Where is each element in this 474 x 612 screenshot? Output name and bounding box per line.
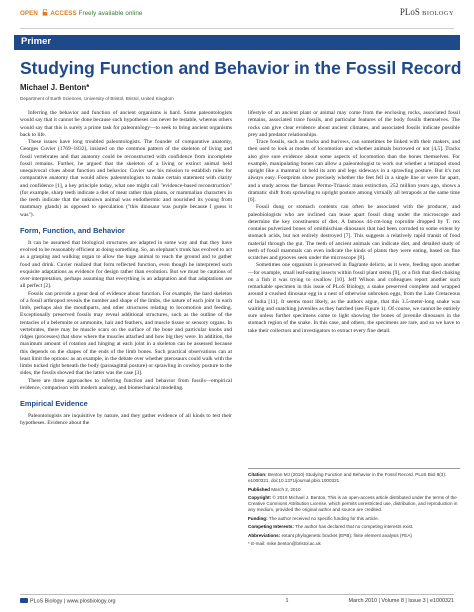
top-bar	[20, 8, 454, 22]
paragraph: Paleontologists are inquisitive by nature, and they gather evidence of all kinds to test their hypotheses. Evidence about the	[20, 413, 232, 427]
section-banner	[14, 35, 460, 50]
competing-interests-line	[248, 524, 460, 530]
citation-text[interactable]: Benton MJ (2010) Studying Function and Behavior in the Fossil Record. PLoS Biol 8(3): e1000321. doi:10.1371/journal.pbio.1000321	[248, 472, 447, 484]
copyright-label: Copyright:	[248, 495, 272, 501]
open-lock-icon	[42, 9, 48, 16]
freely-available-label: Freely available online	[78, 10, 143, 17]
footer-right	[286, 598, 455, 604]
article-title: Studying Function and Behavior in the Fossil Record	[20, 58, 462, 78]
funding-line	[248, 516, 460, 522]
funding-label: Funding:	[248, 515, 268, 521]
open-access-open: OPEN	[20, 10, 38, 17]
paragraph: It can be assumed that biological structures are adapted in some way and that they have evolved to be reasonably efficient at doing something. So, an elephant's trunk has evolved to act as a grasping and walking organ to allow the huge animal to reach the ground and to gather food and drink. Cuvier realized that form reflected function, even though he interpreted such exquisite adaptations as evidence for design rather than evolution. But we must be cautious of over-interpretation, perhaps assuming that everything is an adaptation and that adaptations are all perfect [2].	[20, 239, 232, 290]
section-heading-form-function: Form, Function, and Behavior	[20, 225, 125, 235]
published-date: March 2, 2010	[271, 486, 301, 492]
funding-text: The author received no specific funding for this article.	[268, 515, 379, 521]
page-footer	[20, 594, 454, 605]
competing-interests-text: The author has declared that no competing interests exist.	[295, 524, 414, 530]
header-divider	[20, 28, 454, 29]
citation-line	[248, 472, 460, 484]
paragraph: lifestyle of an ancient plant or animal may come from the enclosing rocks, associated fossil remains, associated trace fossils, and particular features of the body fossils themselves. The rocks can give clear evidence about ancient climates, and associated fossils indicate possible prey and predator relationships.	[248, 110, 460, 138]
paragraph: Fossils can provide a great deal of evidence about function. For example, the hard skeleton of a fossil arthropod reveals the number and shape of the limbs, the nature of each joint in each limb, perhaps also the mouthparts, and other structures relating to locomotion and feeding. Exceptionally preserved fossils may reveal additional structures, such as the outline of the tentacles of a belemnite or ammonite, hair and feathers, and muscle tissue or sensory organs. In vertebrates, there may be muscle scars on the surface of the bone and particular knobs and ridges (processes) that show where the muscles attached and how big they were. In addition, the maximum amount of rotation and hinging at each joint in a skeleton can be assessed because this depends on the shapes of the ends of the limb bones. Such practical observations can at least limit the options: as an example, in the debate over whether pterosaurs could walk with the limbs tucked right beneath the body (parasagittal posture) or sprawling in cowboy posture to the sides, the fossils showed that the latter was the case [3].	[20, 290, 232, 377]
section-label: Primer	[21, 36, 52, 47]
journal-logo[interactable]	[400, 7, 454, 17]
author-email[interactable]: * E-mail: mike.benton@bristol.ac.uk	[248, 541, 321, 547]
article-info-box	[248, 468, 460, 550]
abbreviations-text: extant phylogenetic bracket (EPB); finite element analysis (FEA)	[281, 532, 412, 538]
right-column	[248, 110, 460, 335]
abbreviations-line	[248, 533, 460, 539]
citation-label: Citation:	[248, 472, 267, 477]
paragraph: Sometimes one organism is preserved in flagrante delicto, as it were, feeding upon another—for example, small leaf-eating insects within fossil plant stems [9], or a fish that died choking on a fish it was trying to swallow [10]. Jeff Wilson and colleagues report another such remarkable specimen in this issue of PLoS Biology, a snake preserved complete and wrapped around a crushed dinosaur egg in a nest of otherwise unbroken eggs, from the Late Cretaceous of India [11]. It seems most likely, as the authors argue, that this 3.5-meter-long snake was waiting and snatching juveniles as they hatched (see Figure 1). Of course, we cannot be entirely sure unless further specimens come to light showing the bones of juvenile dinosaurs in the stomach region of the snake. In this case, and others, the specimens are rare, and so we have to take their collectors and investigators to extract every fine detail.	[248, 262, 460, 334]
footer-journal-url[interactable]: PLoS Biology | www.plosbiology.org	[30, 598, 116, 605]
competing-interests-label: Competing Interests:	[248, 524, 294, 530]
section-heading-empirical-evidence: Empirical Evidence	[20, 399, 88, 408]
plos-logo-icon	[20, 598, 28, 603]
author-affiliation: Department of Earth Sciences, University of Bristol, Bristol, United Kingdom	[20, 96, 174, 101]
email-line	[248, 541, 460, 547]
published-line	[248, 487, 460, 493]
footer-issue-info: March 2010 | Volume 8 | Issue 3 | e1000321	[348, 598, 454, 604]
journal-subname: BIOLOGY	[422, 10, 454, 17]
open-access-badge[interactable]	[20, 9, 142, 17]
open-access-access: ACCESS	[50, 10, 77, 17]
copyright-text: © 2010 Michael J. Benton. This is an open-access article distributed under the terms of the Creative Commons Attribution License, which permits unrestricted use, distribution, and reproduction in any medium, provided the original author and source are credited.	[248, 495, 458, 513]
journal-name: PLoS	[399, 7, 420, 17]
footer-left	[20, 598, 116, 605]
published-label: Published	[248, 486, 270, 492]
abbreviations-label: Abbreviations:	[248, 532, 281, 538]
copyright-line	[248, 495, 460, 513]
paragraph: There are three approaches to inferring function and behavior from fossils—empirical evidence, comparison with modern analogy, and biomechanical modeling.	[20, 377, 232, 391]
paragraph: Inferring the behavior and function of ancient organisms is hard. Some paleontologists would say that it cannot be done because such hypotheses can never be testable, whereas others would say that this is surely a prime task for paleontology—to seek to bring ancient organisms back to life.	[20, 110, 232, 138]
paragraph: These issues have long troubled paleontologists. The founder of comparative anatomy, Georges Cuvier (1769–1832), insisted on the common pattern of the skeleton of living and fossil vertebrates and that anatomy could be reconstructed with confidence from incomplete fossil remains. Further, he argued that the skeleton of a living or extinct animal held unequivocal clues about function and behavior. Cuvier saw his mission to establish rules for comparative anatomy that would allow paleontologists to make certain statement with clarity and confidence [1], a key principle today, what one might call "evidence-based reconstruction" (for example, sharp teeth indicate a diet of meat rather than plants, or mammalian characters in the teeth indicate that the unknown animal was endothermic and nourished its young from mammary glands) as opposed to speculation ("this dinosaur was purple because I guess it was").	[20, 139, 232, 218]
paragraph: Trace fossils, such as tracks and burrows, can sometimes be linked with their makers, and then used to look at modes of locomotion and whether animals burrowed or not [4,5]. Tracks also give sure evidence about some aspects of locomotion than the bones themselves. For example, manipulating bones can allow a paleontologist to work out whether a tetrapod stood upright like a mammal or held its arm and legs sideways in a sprawling posture. But it's not always easy. Footprints show precisely whether the feet fell in a single line or were far apart, and a study across the famous Permo-Triassic mass extinction, 252 million years ago, shows a dramatic shift from sprawling to upright posture among virtually all tetrapods at the same time [6].	[248, 139, 460, 203]
paragraph: Fossil dung or stomach contents can often be associated with the producer, and paleobiologists who are inclined can tease apart fossil dung under the microscope and determine the key constituents of diet. A famous 44-cm-long coprolite dropped by T. rex contains pulverized bones of ornithischian dinosaurs that had been corroded to some extent by stomach acids, but not entirely destroyed [7]. This suggests a relatively rapid transit of food material through the gut. The teeth of ancient animals can indicate diet, and detailed study of teeth of fossil mammals can even indicate the kinds of plants they were eating, based on fine scratches and grooves seen under the microscope [8].	[248, 204, 460, 261]
author-name[interactable]: Michael J. Benton*	[20, 83, 90, 92]
left-column	[20, 110, 232, 428]
page-number: 1	[285, 598, 289, 604]
